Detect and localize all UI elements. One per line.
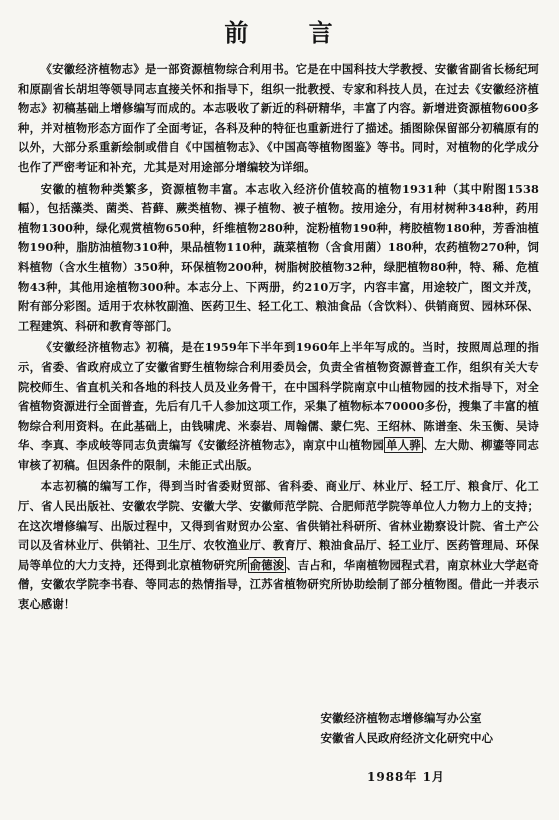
page-title: 前 言 (224, 18, 359, 47)
paragraph-4-text-after: 、吉占和，华南植物园程式君，南京林业大学赵奇僧，安徽农学院李书春、等同志的热情指导，江苏省植物研究所协助绘制了部分植物图。借此一并表示衷心感谢！ (18, 557, 539, 612)
boxed-name-shan-renhua: 单人骅 (386, 438, 421, 453)
signature-block (321, 708, 494, 748)
paragraph-1: 《安徽经济植物志》是一部资源植物综合利用书。它是在中国科技大学教授、安徽省副省长杨纪珂和原副省长胡坦等领导同志直接关怀和指导下，组织一批教授、专家和科技人员，在过去《安徽经济植物志》初稿基础上增修编写而成的。本志吸收了新近的科研精华，丰富了内容。新增进资源植物600多种，并对植物形态方面作了全面考证，各科及种的特征也重新进行了描述。插图除保留部分初稿原有的以外，大部分系重新绘制或借自《中国植物志》、《中国高等植物图鉴》等书。同时，对植物的化学成分也作了严密考证和补充，尤其是对用途部分增编较为详细。 (18, 62, 539, 174)
signature-date: 1988年 1月 (367, 770, 445, 784)
signature-center: 安徽省人民政府经济文化研究中心 (320, 731, 493, 745)
signature-office: 安徽经济植物志增修编写办公室 (320, 711, 482, 725)
boxed-name-yu-dejun: 俞德浚 (249, 557, 285, 572)
paragraph-3-text-before: 《安徽经济植物志》初稿，是在1959年下半年到1960年上半年写成的。当时，按照周总理的指示，省委、省政府成立了安徽省野生植物综合利用委员会，负责全省植物资源普查工作，组织有关大专院校师生、省直机关和各地的科技人员及业务骨干，在中国科学院南京中山植物园的技术指导下，对全省植物资源进行全面普查，先后有几千人参加这项工作，采集了植物标本70000多份，搜集了丰富的植物综合利用资料。在此基础上，由钱啸虎、米泰岩、周翰儒、蒙仁宪、王绍林、陈谱奎、朱玉衡、吴诗华、李真、李成岐等同志负责编写《安徽经济植物志》 (18, 340, 539, 453)
paragraph-2: 安徽的植物种类繁多，资源植物丰富。本志收入经济价值较高的植物1931种（其中附图1538幅），包括藻类、菌类、苔藓、蕨类植物、裸子植物、被子植物。按用途分，有用材树种348种，药用植物1300种，绿化观赏植物650种，纤维植物280种，淀粉植物190种，栲胶植物180种，芳香油植物190种，脂肪油植物310种，果品植物110种，蔬菜植物（含食用菌）180种，农药植物270种，饲料植物（含水生植物）350种，环保植物200种，树脂树胶植物32种，绿肥植物80种，特、稀、危植物43种，其他用途植物300种。本志分上、下两册，约210万字，内容丰富，用途较广，图文并茂，附有部分彩图。适用于农林牧副渔、医药卫生、轻工化工、粮油食品（含饮料）、供销商贸、园林环保、工程建筑、科研和教育等部门。 (18, 181, 539, 333)
paragraph-4-text-before: 本志初稿的编写工作，得到当时省委财贸部、省科委、商业厅、林业厅、轻工厅、粮食厅、化工厅、省人民出版社、安徽农学院、安徽大学、安徽师范学院、合肥师范学院等单位人力物力上的支持；在这次增修编写、出版过程中，又得到省财贸办公室、省供销社科研所、省林业勘察设计院、省土产公司以及省林业厅、供销社、卫生厅、农牧渔业厅、教育厅、粮油食品厅、轻工业厅、医药管理局、环保局等单位的大力支持，还得到北京植物研究所 (18, 479, 539, 572)
paragraph-4 (18, 477, 539, 614)
paragraph-3-text-after: 、左大勋、柳鎏等同志审核了初稿。但因条件的限制，未能正式出版。 (18, 438, 540, 472)
paragraph-3 (18, 338, 539, 475)
paragraph-3-text-mid: ，南京中山植物园 (291, 438, 385, 453)
